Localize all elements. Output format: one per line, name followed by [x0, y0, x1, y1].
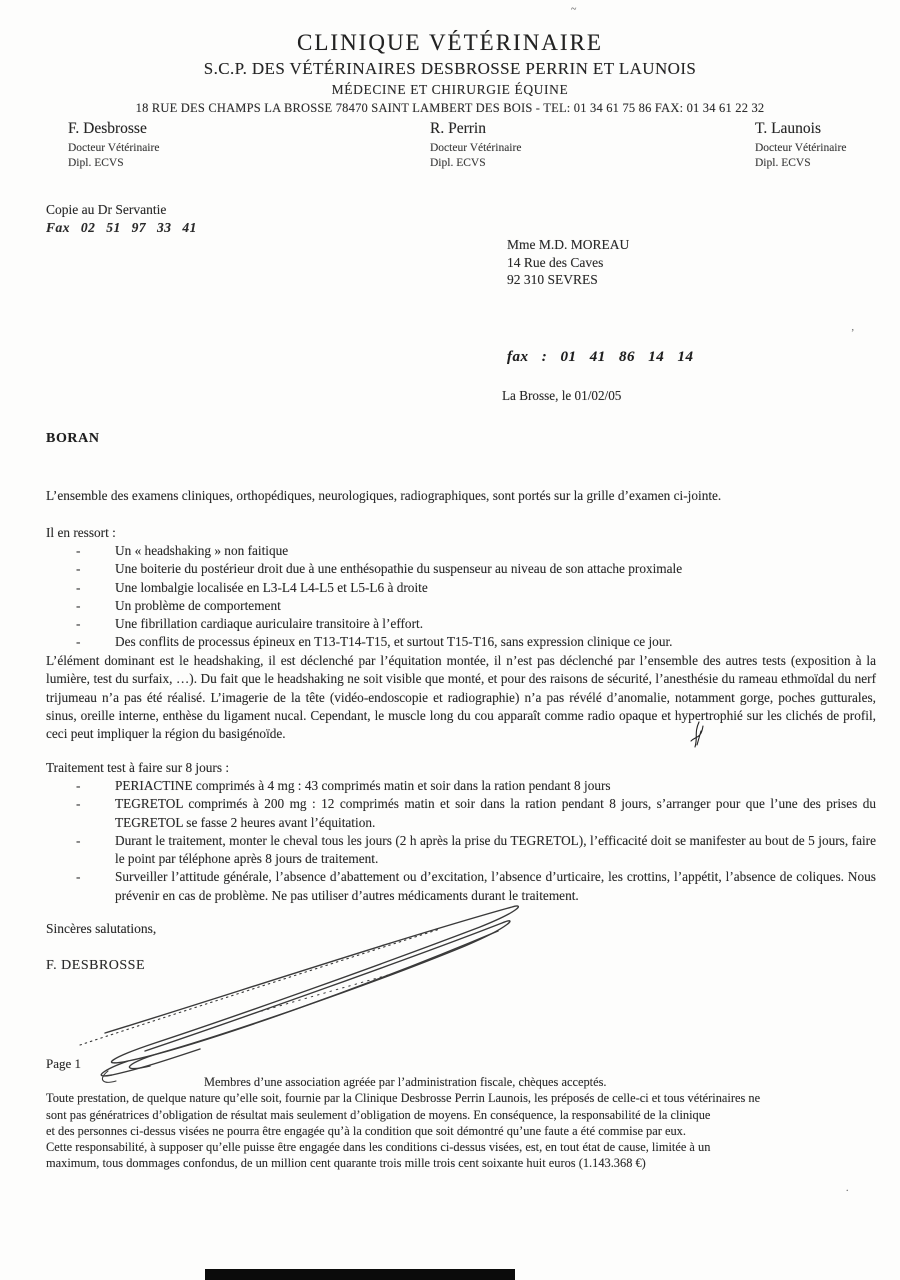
finding-text: Des conflits de processus épineux en T13-T14-T15, et surtout T15-T16, sans expression clinique ce jour. [115, 634, 673, 650]
finding-text: Une lombalgie localisée en L3-L4 L4-L5 et L5-L6 à droite [115, 579, 428, 595]
list-dash: - [76, 597, 81, 613]
treatment-item [46, 777, 876, 795]
footer-line: et des personnes ci-dessus visées ne pourra être engagée qu’à la condition que soit démontré qu’une faute a été commise par eux. [46, 1123, 686, 1138]
footer-line: maximum, tous dommages confondus, de un million cent quarante trois mille trois cent soixante huit euros (1.143.368 €) [46, 1156, 646, 1171]
copy-to-fax: Fax 02 51 97 33 41 [46, 220, 197, 235]
doctor-block [68, 120, 159, 171]
doctor-name: F. Desbrosse [68, 120, 147, 137]
treatment-text: PERIACTINE comprimés à 4 mg : 43 comprimés matin et soir dans la ration pendant 8 jours [115, 778, 611, 793]
finding-text: Une fibrillation cardiaque auriculaire transitoire à l’effort. [115, 616, 424, 632]
recipient-address [507, 236, 629, 289]
scan-speck: ’ [851, 328, 855, 339]
scan-speck: ~ [571, 4, 577, 15]
doctor-block [755, 120, 846, 171]
list-dash: - [76, 543, 81, 558]
findings-list [46, 542, 876, 652]
dateline: La Brosse, le 01/02/05 [502, 388, 622, 403]
copy-to-line: Copie au Dr Servantie [46, 202, 167, 217]
doctor-diploma-line: Dipl. ECVS [755, 157, 811, 169]
clinic-specialty: MÉDECINE ET CHIRURGIE ÉQUINE [331, 82, 569, 97]
finding-text: Une boiterie du postérieur droit due à une enthésopathie du suspenseur au niveau de son attache proximale [115, 561, 683, 577]
recipient-city: 92 310 SEVRES [507, 272, 598, 287]
copy-to-block [46, 202, 197, 236]
list-dash: - [76, 869, 81, 885]
footer-line: Membres d’une association agréée par l’administration fiscale, chèques acceptés. [204, 1075, 607, 1089]
doctor-title-line: Docteur Vétérinaire [430, 142, 522, 154]
list-dash: - [76, 796, 81, 812]
doctor-title [430, 141, 521, 171]
signatory-name: F. DESBROSSE [46, 958, 146, 973]
treatment-text: Durant le traitement, monter le cheval tous les jours (2 h après la prise du TEGRETOL), l’efficacité doit se manifester au bout de 5 jours, faire le point par téléphone après 8 jours de traitement. [115, 832, 876, 867]
treatment-item [46, 832, 876, 869]
findings-lead: Il en ressort : [46, 525, 116, 540]
salutation: Sincères salutations, [46, 921, 157, 936]
recipient-name: Mme M.D. MOREAU [507, 237, 630, 252]
doctor-name: T. Launois [755, 120, 822, 137]
doctor-block [430, 120, 521, 171]
list-dash: - [76, 832, 81, 848]
recipient-street: 14 Rue des Caves [507, 254, 604, 270]
finding-item [46, 579, 876, 597]
clinic-address: 18 RUE DES CHAMPS LA BROSSE 78470 SAINT LAMBERT DES BOIS - TEL: 01 34 61 75 86 FAX: 01 34 61 22 32 [135, 101, 765, 115]
footer-line: Toute prestation, de quelque nature qu’elle soit, fournie par la Clinique Desbrosse Perrin Launois, les préposés de celle-ci et tous vétérinaires ne [46, 1091, 761, 1106]
page-number-label: Page 1 [46, 1056, 82, 1071]
treatment-item [46, 795, 876, 832]
doctor-diploma-line: Dipl. ECVS [68, 157, 124, 169]
scan-speck: . [846, 1183, 849, 1194]
subject-horse-name: BORAN [46, 431, 100, 446]
fax-number-line: fax : 01 41 86 14 14 [507, 349, 694, 365]
list-dash: - [76, 561, 81, 577]
finding-text: Un « headshaking » non faitique [115, 543, 289, 558]
clinic-title: CLINIQUE VÉTÉRINAIRE [297, 30, 603, 55]
treatment-text: Surveiller l’attitude générale, l’absence d’abattement ou d’excitation, l’absence d’urticaire, les crottins, l’appétit, l’absence de coliques. Nous prévenir en cas de problème. Ne pas utiliser d’autres médicaments durant le traitement. [115, 869, 876, 903]
doctor-diploma-line: Dipl. ECVS [430, 157, 486, 169]
treatment-text: TEGRETOL comprimés à 200 mg : 12 comprimés matin et soir dans la ration pendant 8 jours, s’arranger pour que l’une des prises du TEGRETOL se fasse 2 heures avant l’équitation. [115, 796, 876, 830]
finding-item [46, 560, 876, 578]
finding-item [46, 542, 876, 560]
treatment-list [46, 777, 876, 905]
doctor-title [68, 141, 159, 171]
scan-artifact-bar [205, 1269, 515, 1280]
list-dash: - [76, 634, 81, 650]
list-dash: - [76, 778, 81, 793]
footer-legal [46, 1074, 876, 1172]
finding-item [46, 615, 876, 633]
doctor-name: R. Perrin [430, 120, 486, 137]
doctor-title [755, 141, 846, 171]
footer-line: sont pas génératrices d’obligation de résultat mais seulement d’obligation de moyens. En conséquence, la responsabilité de la clinique [46, 1107, 711, 1122]
letterhead [0, 30, 900, 116]
clinic-subtitle: S.C.P. DES VÉTÉRINAIRES DESBROSSE PERRIN ET LAUNOIS [203, 59, 697, 78]
finding-text: Un problème de comportement [115, 597, 281, 613]
intro-paragraph: L’ensemble des examens cliniques, orthopédiques, neurologiques, radiographiques, sont portés sur la grille d’examen ci-jointe. [46, 488, 722, 503]
footer-line: Cette responsabilité, à supposer qu’elle puisse être engagée dans les conditions ci-dessus visées, est, en tout état de cause, limitée à un [46, 1140, 711, 1155]
doctor-title-line: Docteur Vétérinaire [755, 142, 847, 154]
finding-item [46, 633, 876, 651]
treatment-lead: Traitement test à faire sur 8 jours : [46, 760, 230, 775]
treatment-item [46, 868, 876, 905]
doctor-title-line: Docteur Vétérinaire [68, 142, 160, 154]
finding-item [46, 597, 876, 615]
analysis-paragraph: L’élément dominant est le headshaking, il est déclenché par l’équitation montée, il n’est pas déclenché par l’ensemble des autres tests (exposition à la lumière, test du surfaix, …). Du fait que le headshaking ne soit visible que monté, et pour des raisons de sécurité, l’anesthésie du rameau ethmoïdal du nerf trijumeau n’a pas été réalisé. L’imagerie de la tête (vidéo-endoscopie et radiographie) n’a pas révélé d’anomalie, notamment gorge, poches gutturales, sinus, oreille interne, enthèse du ligament nucal. Cependant, le muscle long du cou apparaît comme radio opaque et hypertrophié sur les clichés de profil, ceci peut impliquer la région du basigénoïde. [46, 653, 876, 742]
list-dash: - [76, 616, 81, 632]
list-dash: - [76, 579, 81, 595]
